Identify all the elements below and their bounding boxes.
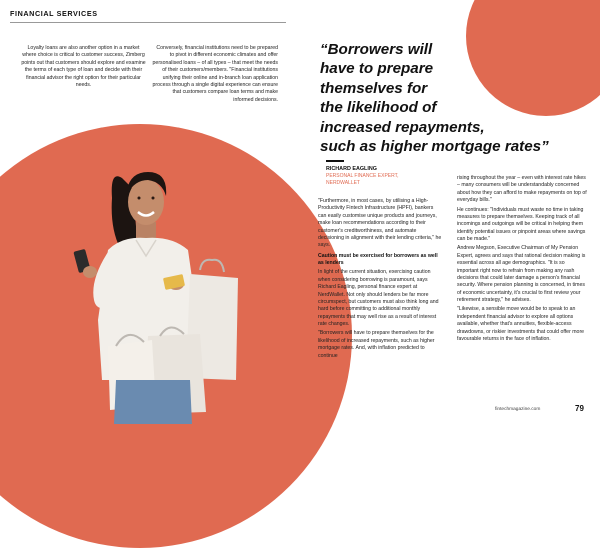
body-paragraph: "Likewise, a sensible move would be to speak to an independent financial advisor to explore all options available, whether that's annuities, flexible-access drawdowns, or riskier investments that could offer more favourable returns in the face of inflation.	[457, 306, 585, 342]
body-column-right	[457, 175, 587, 345]
author-company: NERDWALLET	[326, 179, 360, 186]
body-paragraph: Andrew Megson, Executive Chairman of My Pension Expert, agrees and says that rational decision making is essential across all age demographics. "It is so important right now to refrain from making any rash decisions that could later damage a person's financial security. Where pension planning is concerned, in times of economic uncertainty, it's crucial to first review your retirement strategy," he advises.	[457, 245, 586, 303]
body-paragraph: "Furthermore, in most cases, by utilising a High-Productivity Fintech Infrastructure (HPFI), bankers can easily customise unique products and journeys, make loan recommendations according to their customer's creditworthiness, and automate decisioning in alignment with their lending criteria," he says.	[318, 198, 442, 249]
body-paragraph: rising throughout the year – even with interest rate hikes – many consumers will be understandably concerned about how they can afford to make repayments on top of everyday bills."	[457, 175, 587, 204]
intro-left-paragraph: Loyalty loans are also another option in a market where choice is critical to customer success, Zimberg points out that customers should explore and examine the terms of each type of loan and decide with their financial advisor the right option for their particular needs.	[21, 45, 146, 88]
page-number: 79	[575, 404, 584, 413]
author-role: PERSONAL FINANCE EXPERT,	[326, 173, 399, 179]
pull-quote-line: themselves for	[320, 79, 428, 97]
intro-middle-paragraph: Conversely, financial institutions need to be prepared to pivot in different economic climates and offer personalised loans – of all types – that meet the needs of their customers/members. "Financial institutions unifying their online and in-branch loan application process through a single digital experience can ensure that customers compare loan terms and make informed decisions.	[152, 45, 278, 103]
body-paragraph: "Borrowers will have to prepare themselves for the likelihood of increased repayments, such as higher mortgage rates. And, with inflation predicted to continue	[318, 330, 435, 359]
pull-quote-line: such as higher mortgage rates”	[320, 138, 549, 156]
section-divider	[10, 22, 286, 23]
intro-column-left	[20, 45, 147, 92]
woman-shopping-photo	[50, 150, 250, 424]
pull-quote	[320, 40, 590, 157]
author-title	[326, 173, 399, 187]
author-divider	[326, 160, 344, 162]
author-name: RICHARD EAGLING	[326, 166, 377, 172]
body-column-left	[318, 198, 442, 362]
section-label: FINANCIAL SERVICES	[10, 9, 98, 18]
pull-quote-line: have to prepare	[320, 60, 434, 78]
footer-website: fintechmagazine.com	[495, 407, 541, 412]
pull-quote-line: “Borrowers will	[320, 41, 433, 58]
intro-column-middle	[152, 45, 278, 107]
pull-quote-line: increased repayments,	[320, 118, 485, 136]
pull-quote-line: the likelihood of	[320, 99, 437, 117]
body-subheading: Caution must be exercised for borrowers as well as lenders	[318, 252, 438, 266]
body-paragraph: He continues: "Individuals must waste no time in taking measures to prepare themselves. Keeping track of all incomings and outgoings will be critical in helping them identify potential issues or pinpoint areas where savings can be made."	[457, 206, 586, 242]
body-paragraph: In light of the current situation, exercising caution when considering borrowing is paramount, says Richard Eagling, personal finance expert at NerdWallet. Not only should lenders be far more circumspect, but customers must also think long and hard before committing to additional monthly repayments that may well rise as a result of interest rate changes.	[318, 269, 439, 327]
